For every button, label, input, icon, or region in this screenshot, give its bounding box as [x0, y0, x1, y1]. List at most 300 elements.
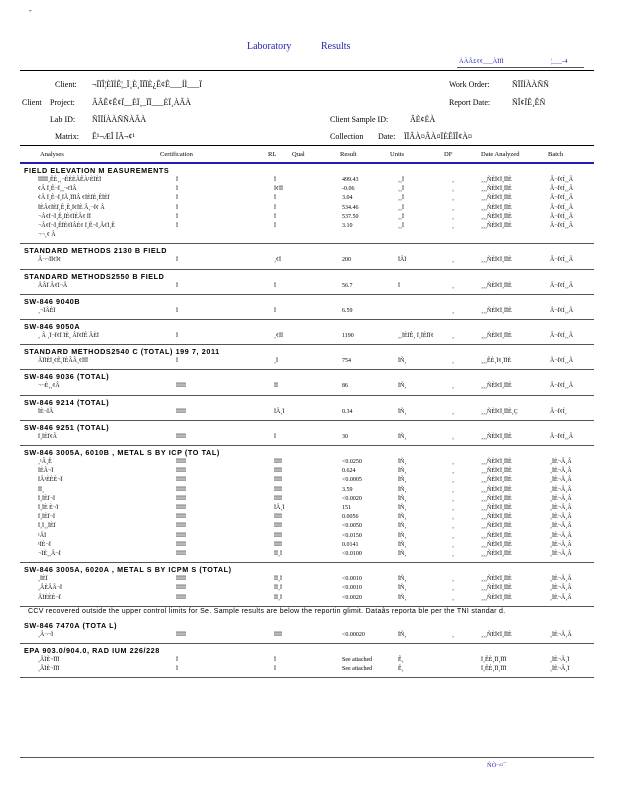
column-header: Analyses [40, 151, 64, 158]
column-header: Units [390, 151, 405, 158]
table-cell-c: Ï [176, 186, 178, 193]
table-cell-d: ¸¸¸ÑÈÏ¢Ï¸ÏÏÈ [481, 468, 512, 475]
table-cell-r: <0.0250 [342, 459, 362, 465]
table-cell-a: ¢Â Ï¸Ê¬Ï¸¸¬¢ÏÂ [38, 186, 77, 193]
table-cell-rl: ÏÏÏÏ [274, 468, 282, 475]
table-cell-u: ¸¸Ï [398, 177, 404, 183]
table-cell-c: Ï [176, 333, 178, 339]
table-cell-u: ¸¸ÏÈÏÊ¸ Ï¸ÏÈÏÏ¢ [398, 333, 434, 339]
table-cell-rl: Ï [274, 204, 276, 211]
section-title: SW-846 9214 (TOTAL) [24, 397, 110, 407]
table-cell-df: ¸ [452, 257, 454, 264]
table-cell-rl: ÏÏ¸Ï [274, 576, 282, 583]
table-cell-b: Â¬Ï¢Í¸ [550, 408, 567, 415]
table-cell-c: ÏÏÏÏÏ [176, 468, 186, 475]
table-cell-rl: ÏÏÏÏ [274, 486, 282, 493]
table-cell-a: ¬ÏÈ¸¸Â¬Ï [38, 551, 61, 557]
table-cell-r: 0.0056 [342, 514, 359, 521]
work-order-label: Work Order: [449, 80, 490, 89]
section-title: SW-846 7470A (TOTA L) [24, 620, 118, 630]
table-cell-b: ¸ÏÈ¬Â¸Â [550, 541, 572, 548]
table-cell-u: ÏÑ¸ [398, 477, 407, 484]
table-cell-d: ¸¸¸ÑÈÏ¢Ï¸ÏÏÈ [481, 514, 512, 521]
table-cell-df: ¸ [452, 459, 454, 465]
table-cell-a: ¸ÏÈÏ [38, 576, 48, 583]
table-cell-u: ÏÑ¸ [398, 551, 407, 557]
table-cell-a: ÏÂ¹ÈÈÈ¬Ï [38, 477, 63, 484]
table-cell-a: ¢Â Ï¸Ê¬Ï¸ÏÂ¸ÏÏÏÂ ¢ÏÈÏÈ¸ÊÏÈÏ [38, 195, 110, 202]
table-cell-r: 537.50 [342, 213, 359, 220]
table-cell-c: ÏÏÏÏÏ [176, 505, 186, 511]
table-cell-c: ÏÏÏÏÏ [176, 551, 186, 557]
table-cell-a: ¸Â¬¬Ï [38, 631, 54, 638]
section-title: FIELD ELEVATION M EASUREMENTS [24, 166, 170, 175]
table-cell-c: Ï [176, 666, 178, 673]
table-cell-rl: ÏÂ¸Ï [274, 408, 285, 415]
table-cell-a: ÂÏÏÈÏ¸¢Ê¸ÏÈÂÂ¸¢ÏÏÏ [38, 358, 88, 365]
table-cell-df: ¸ [452, 594, 454, 601]
column-header: Certification [160, 151, 193, 158]
table-cell-c: ÏÏÏÏÏ [176, 541, 186, 548]
table-cell-r: 3.59 [342, 486, 353, 493]
table-cell-d: ¸¸¸ÑÈÏ¢Ï¸ÏÏÈ [481, 257, 512, 264]
table-cell-r: See attached [342, 666, 373, 673]
table-cell-u: Ï [398, 282, 400, 289]
project-value: ÂÂÊ¢Ê¢Ï__ÈÏ¸_ÏÏ___ÈÏ¸ÀÂÀ [92, 98, 192, 107]
table-cell-d: ¸¸¸ÑÈÏ¢Ï¸ÏÏÈ [481, 585, 512, 592]
column-header: Qual [292, 151, 305, 158]
table-cell-b: ¸ÏÈ¬Â¸Â [550, 576, 572, 583]
table-cell-rl: Ï [274, 195, 276, 202]
table-cell-rl: ÏÏ¸Ï [274, 551, 282, 557]
table-cell-b: ¸ÏÈ¬Â¸Â [550, 585, 572, 592]
section-title: SW-846 3005A, 6010B , METAL S BY ICP (TO TAL) [24, 448, 220, 457]
table-cell-a: ¸ÂÏÈ¬ÏÏÏ [38, 666, 60, 673]
table-cell-u: ÏÑ¸ [398, 486, 407, 493]
table-cell-c: ÏÏÏÏÏ [176, 576, 186, 583]
table-cell-d: ¸¸¸ÑÈÏ¢Ï¸ÏÏÈ [481, 576, 512, 583]
table-cell-df: ¸ [452, 358, 454, 365]
table-cell-b: Â¬Ï¢Í¸¸Â [550, 257, 574, 264]
table-cell-u: ÏÑ¸ [398, 594, 407, 601]
client-sample-label: Client Sample ID: [330, 115, 389, 124]
table-cell-u: ¸¸Ï [398, 223, 404, 229]
table-cell-r: <0.0010 [342, 576, 362, 583]
table-cell-u: ÏÑ¸ [398, 541, 407, 548]
matrix-value: Ê¹¬ÆÎ ÏÃ¬¢¹ [92, 132, 135, 141]
table-cell-b: Â¬Ï¢Í¸¸Â [550, 433, 574, 440]
table-cell-b: Â¬Ï¢Í¸¸Â [550, 307, 574, 314]
report-date-label: Report Date: [449, 98, 491, 107]
table-cell-rl: ÏÏÏÏ [274, 514, 282, 521]
table-cell-d: ¸¸¸ÑÈÏ¢Ï¸ÏÏÈ [481, 433, 512, 440]
table-cell-d: ¸¸¸ÑÈÏ¢Ï¸ÏÏÈ [481, 505, 512, 511]
table-cell-c: ÏÏÏÏÏ [176, 433, 186, 440]
table-cell-a: ÏÈÂ¬Ï [38, 468, 54, 475]
table-cell-b: ¸ÏÈ¬Â¸Â [550, 505, 572, 511]
section-divider [20, 606, 594, 607]
table-cell-df: ¸ [452, 307, 454, 314]
table-cell-a: Ï¸ÏÈÏ¬Ï [38, 495, 56, 502]
table-cell-c: ÏÏÏÏÏ [176, 594, 186, 601]
table-cell-r: <0.0020 [342, 495, 362, 502]
lab-id-label: Lab ID: [50, 115, 76, 124]
table-cell-rl: ÏÏÏÏ [274, 541, 282, 548]
table-cell-b: ¸ÏÈ¬Â¸Â [550, 594, 572, 601]
table-cell-rl: ÏÏÏÏ [274, 532, 282, 539]
table-cell-a: ¬Â¢Ï¬Ï¸ÊÏÈ¢ÏÂÈ¢ Ï¸Ê¬Ï¸Â¢Ï¸Ê [38, 223, 115, 229]
collection-date-label: Date: [378, 132, 396, 141]
table-cell-u: ¸¸Ï [398, 204, 404, 211]
matrix-label: Matrix: [55, 132, 79, 141]
table-cell-u: ÏÑ¸ [398, 468, 407, 475]
table-cell-u: ÏÑ¸ [398, 358, 407, 365]
project-label: Project: [50, 98, 75, 107]
client-label: Client: [55, 80, 77, 89]
report-title-left: Laboratory [247, 41, 292, 52]
table-cell-c: Ï [176, 204, 178, 211]
table-cell-rl: Ï [274, 657, 276, 663]
table-cell-d: ¸¸¸ÑÈÏ¢Ï¸ÏÏÈ [481, 541, 512, 548]
table-cell-rl: ÏÏÏÏ [274, 477, 282, 484]
table-cell-c: Ï [176, 257, 178, 264]
table-cell-c: ÏÏÏÏÏ [176, 486, 186, 493]
table-cell-rl: Ï¢ÏÏ [274, 186, 283, 193]
table-cell-rl: ÏÂ¸Ï [274, 505, 285, 511]
table-cell-b: Â¬Ï¢Í¸¸Â [550, 358, 574, 365]
table-cell-c: Ï [176, 657, 178, 663]
footer-code: ÑÒ¬¤¯ [487, 762, 507, 769]
table-cell-df: ¸ [452, 576, 454, 583]
table-cell-d: ¸¸¸ÑÈÏ¢Ï¸ÏÏÈ [481, 532, 512, 539]
table-cell-c: Ï [176, 282, 178, 289]
table-cell-d: ¸¸¸ÑÈÏ¢Ï¸ÏÏÈ [481, 307, 512, 314]
collection-value: ÏÏÂÀ¤ÂÀ¤ÏÈÊÏÎ¢À¤ [404, 132, 472, 141]
table-cell-df: ¸ [452, 282, 454, 289]
table-cell-r: 86 [342, 383, 348, 390]
column-header: DF [444, 151, 453, 158]
section-title: STANDARD METHODS2550 B FIELD [24, 271, 165, 281]
report-date-value: ÑÎ¢ÏÊ¸ÊÑ [512, 98, 546, 107]
top-right-code: ÀÀÂ£¢¢___ÀÏÏÌ [459, 58, 504, 65]
table-cell-a: ¸¬ÏÂÈÏ [38, 307, 56, 314]
section-title: SW-846 9036 (TOTAL) [24, 372, 110, 382]
table-cell-c: ÏÏÏÏÏ [176, 523, 186, 530]
table-cell-r: <0.0005 [342, 477, 362, 484]
table-cell-c: ÏÏÏÏÏ [176, 495, 186, 502]
table-cell-df: ¸ [452, 523, 454, 530]
table-cell-rl: Ï [274, 213, 276, 220]
table-cell-a: ÏÏÏÏÏ¸ÊÈ¸¸¬ÊÈÈÂÊÀ¹ÈÏÈÏ [38, 177, 102, 183]
table-cell-c: ÏÏÏÏÏ [176, 383, 186, 390]
table-cell-df: ¸ [452, 541, 454, 548]
table-cell-rl: ÏÏÏÏ [274, 631, 282, 638]
table-cell-c: ÏÏÏÏÏ [176, 408, 186, 415]
table-cell-d: ¸¸¸ÊÈ¸Ï¢¸ÏÏÈ [481, 358, 511, 365]
table-cell-r: 0.0141 [342, 541, 359, 548]
table-cell-df: ¸ [452, 186, 454, 193]
table-cell-d: ¸¸¸ÑÈÏ¢Ï¸ÏÏÈ [481, 223, 512, 229]
table-cell-r: 56.7 [342, 282, 353, 289]
section-divider [20, 294, 594, 295]
table-cell-r: 200 [342, 257, 351, 264]
table-cell-df: ¸ [452, 532, 454, 539]
section-divider [20, 395, 594, 396]
table-cell-c: ÏÏÏÏÏ [176, 459, 186, 465]
section-divider [20, 445, 594, 446]
table-cell-d: ¸¸¸ÑÈÏ¢Ï¸ÏÏÈ [481, 477, 512, 484]
table-cell-rl: ÏÏÏÏ [274, 523, 282, 530]
section-title: STANDARD METHODS2540 C (TOTAL) 199 7, 2011 [24, 347, 220, 357]
table-cell-r: 3.10 [342, 223, 353, 229]
table-cell-d: ¸¸¸ÑÈÏ¢Ï¸ÏÏÈ [481, 631, 512, 638]
table-cell-b: Â¬Ï¢Í¸¸Â [550, 383, 574, 390]
table-cell-b: Â¬Ï¢Í¸¸Â [550, 282, 574, 289]
table-cell-r: <0.0010 [342, 585, 362, 592]
header-bottom-rule [20, 145, 594, 146]
table-cell-rl: ÏÏ¸Ï [274, 594, 282, 601]
table-cell-a: ÂÏÈÈÈ¬Ï [38, 594, 61, 601]
table-cell-c: Ï [176, 223, 178, 229]
table-cell-u: ÏÑ¸ [398, 585, 407, 592]
work-order-value: ÑÏÏÍÀÀÑÑ [512, 80, 549, 89]
table-cell-b: ¸ÏÈ¬Â¸Â [550, 477, 572, 484]
table-cell-r: See attached [342, 657, 373, 663]
table-cell-d: ¸¸¸ÑÈÏ¢Ï¸ÏÏÈ [481, 195, 512, 202]
table-cell-r: 3.04 [342, 195, 353, 202]
table-cell-b: ¸ÏÈ¬Â¸Â [550, 459, 572, 465]
table-cell-u: ÏÑ¸ [398, 459, 407, 465]
table-cell-u: Ê¸ [398, 657, 404, 663]
client-value: ¬ÏÏÎ¦ÈÏÍÊ¦_Ï¸È¸ÏÏÏÈ¿Ê¢Ê___ÍÌ___Ï [92, 80, 202, 89]
table-cell-u: ¸¸Ï [398, 195, 404, 202]
table-cell-u: ÏÑ¸ [398, 408, 407, 415]
table-cell-a: ¸¹Â¸Ê [38, 459, 52, 465]
table-cell-d: ¸¸¸ÑÈÏ¢Ï¸ÏÏÈ [481, 177, 512, 183]
table-cell-r: <0.00020 [342, 631, 365, 638]
table-cell-u: ÏÑ¸ [398, 383, 407, 390]
table-cell-a: ¸ Â ¸Ï¬Ï¢Ï ÏÈ¸ ÂÏ¢ÏÊ ÂÈÏ [38, 333, 99, 339]
table-cell-b: Â¬Ï¢Í¸¸Â [550, 186, 574, 193]
table-cell-a: Ï¸ÏÈÏ¬Ï [38, 514, 56, 521]
table-cell-b: Â¬Ï¢Í¸¸Â [550, 333, 574, 339]
section-title: STANDARD METHODS 2130 B FIELD [24, 246, 168, 256]
top-right-code-suffix: ¦___-4 [551, 58, 568, 65]
project-client-label: Client [22, 98, 42, 107]
report-title-right: Results [321, 41, 351, 52]
table-cell-u: ÏÂÏ [398, 257, 407, 264]
table-cell-rl: ¸¢ÏÏ [274, 333, 283, 339]
corner-mark: - [29, 6, 32, 15]
table-cell-b: ¸ÏÈ¬Â¸Â [550, 631, 572, 638]
table-cell-rl: Ï [274, 666, 276, 673]
top-right-underline [457, 67, 584, 68]
table-cell-df: ¸ [452, 213, 454, 220]
table-cell-df: ¸ [452, 333, 454, 339]
footer-rule [20, 757, 594, 758]
table-cell-b: Â¬Ï¢Í¸¸Â [550, 213, 574, 220]
section-title: SW-846 9040B [24, 296, 81, 306]
table-cell-a: ÏÈ¬ÏÂ [38, 408, 54, 415]
table-cell-b: ¸ÏÈ¬Â¸Â [550, 551, 572, 557]
section-divider [20, 243, 594, 244]
table-cell-a: Ï¸Ï¸¸ÏÈÏ [38, 523, 56, 530]
table-cell-rl: ¸Ï [274, 358, 278, 365]
table-cell-c: Ï [176, 195, 178, 202]
table-cell-d: ¸¸¸ÑÈÏ¢Ï¸ÏÏÈ [481, 523, 512, 530]
table-cell-df: ¸ [452, 514, 454, 521]
section-divider [20, 643, 594, 644]
table-cell-rl: Ï [274, 307, 276, 314]
table-cell-c: ÏÏÏÏÏ [176, 532, 186, 539]
table-cell-rl: ÏÏÏÏ [274, 495, 282, 502]
table-cell-c: Ï [176, 213, 178, 220]
table-cell-rl: ÏÏÏÏ [274, 459, 282, 465]
table-cell-r: <0.0100 [342, 551, 362, 557]
section-divider [20, 677, 594, 678]
section-divider [20, 420, 594, 421]
table-cell-df: ¸ [452, 177, 454, 183]
table-cell-df: ¸ [452, 477, 454, 484]
table-cell-b: ¸ÏÈ¬Â¸Â [550, 514, 572, 521]
table-cell-u: ÏÑ¸ [398, 523, 407, 530]
table-cell-rl: Ï [274, 223, 276, 229]
table-cell-a: Ï¸ÏÈ È¬Ï [38, 505, 59, 511]
table-cell-df: ¸ [452, 195, 454, 202]
table-cell-u: ÏÑ¸ [398, 576, 407, 583]
table-cell-r: 151 [342, 505, 351, 511]
table-cell-b: ¸ÏÈ¬Â¸Â [550, 486, 572, 493]
table-cell-d: Ï¸ÊÈ¸ÏÏ¸ÏÏÏ [481, 666, 507, 673]
table-cell-d: ¸¸¸ÑÈÏ¢Ï¸ÏÏÈ [481, 204, 512, 211]
section-divider [20, 369, 594, 370]
collection-label: Collection [330, 132, 364, 141]
table-cell-b: ¸ÏÈ¬Â¸Â [550, 468, 572, 475]
header-top-rule [20, 70, 594, 71]
table-cell-r: 30 [342, 433, 348, 440]
table-cell-d: ¸¸¸ÑÈÏ¢Ï¸ÏÏÈ [481, 486, 512, 493]
table-cell-r: -0.06 [342, 186, 355, 193]
table-cell-u: ¸¸Ï [398, 186, 404, 193]
table-cell-d: ¸¸¸ÑÈÏ¢Ï¸ÏÏÈ [481, 495, 512, 502]
table-cell-d: ¸¸¸ÑÈÏ¢Ï¸ÏÏÈ [481, 282, 512, 289]
table-cell-df: ¸ [452, 204, 454, 211]
table-cell-b: Â¬Ï¢Í¸¸Â [550, 204, 574, 211]
table-cell-df: ¸ [452, 631, 454, 638]
section-divider [20, 562, 594, 563]
table-cell-df: ¸ [452, 468, 454, 475]
table-cell-b: ¸ÏÈ¬Â¸Â [550, 495, 572, 502]
table-cell-d: ¸¸¸ÑÈÏ¢Ï¸ÏÏÈ [481, 594, 512, 601]
table-cell-a: ¹ÏÈ¬Ï [38, 541, 51, 548]
table-cell-u: ÏÑ¸ [398, 514, 407, 521]
table-cell-df: ¸ [452, 486, 454, 493]
table-cell-c: Ï [176, 177, 178, 183]
table-cell-rl: Ï [274, 433, 276, 440]
table-cell-a: ¬Â¢Ï¬Ï¸Ê¸ÏÈ¢ÏÈÂ¢ ÏÏ [38, 213, 91, 220]
table-cell-a: ÏÈÂ¢ÏÈÏ¸Ê¸Ê¸Ï¢ÏÈ Â¸¬Ï¢ Â [38, 204, 105, 211]
table-cell-r: <0.0020 [342, 594, 362, 601]
column-header-rule [20, 162, 594, 164]
table-cell-a: Ï¸ÏÈÏ¢Â [38, 433, 57, 440]
table-cell-r: <0.0150 [342, 532, 362, 539]
table-cell-r: 1190 [342, 333, 354, 339]
lab-id-value: ÑÏÏÍÀÀÑÑÀÂÀ [92, 115, 147, 124]
table-cell-r: 0.624 [342, 468, 356, 475]
table-cell-d: ¸¸¸ÑÈÏ¢Ï¸ÏÏÈ [481, 551, 512, 557]
section-divider [20, 344, 594, 345]
table-cell-rl: Ï [274, 177, 276, 183]
column-header: Date Analyzed [481, 151, 520, 158]
table-cell-u: ÏÑ¸ [398, 505, 407, 511]
table-cell-b: ¸ÏÈ¬Â¸Â [550, 523, 572, 530]
table-cell-a: ¹ÂÏ [38, 532, 47, 539]
table-cell-df: ¸ [452, 433, 454, 440]
table-cell-b: ¸ÏÈ¬Â¸Ï [550, 657, 570, 663]
table-cell-d: ¸¸¸ÑÈÏ¢Ï¸ÏÏÈ [481, 333, 512, 339]
table-cell-a: ¸ÂÈÂÂ¬Ï [38, 585, 63, 592]
table-cell-df: ¸ [452, 495, 454, 502]
client-sample-value: ÂÈ¢ÈÀ [410, 115, 436, 124]
table-cell-a: ¸ÂÏÈ¬ÏÏÏ [38, 657, 60, 663]
table-cell-b: Â¬Ï¢Í¸¸Â [550, 223, 574, 229]
column-header: RL [268, 151, 277, 158]
table-cell-r: 6.59 [342, 307, 353, 314]
table-cell-c: Ï [176, 307, 178, 314]
table-cell-r: <0.0050 [342, 523, 362, 530]
table-cell-d: ¸¸¸ÑÈÏ¢Ï¸ÏÏÈ [481, 383, 512, 390]
table-cell-d: ¸¸¸ÑÈÏ¢Ï¸ÏÏÈ [481, 459, 512, 465]
section-title: SW-846 9251 (TOTAL) [24, 422, 110, 432]
table-cell-b: ¸ÏÈ¬Â¸Ï [550, 666, 570, 673]
table-cell-r: 499.43 [342, 177, 359, 183]
table-cell-a: Â¬¬ÏÏ¢Ï¢ [38, 257, 62, 264]
table-cell-rl: Ï [274, 282, 276, 289]
table-cell-u: ¸¸Ï [398, 213, 404, 220]
table-cell-r: 534.46 [342, 204, 359, 211]
table-cell-c: ÏÏÏÏÏ [176, 514, 186, 521]
table-cell-b: ¸ÏÈ¬Â¸Â [550, 532, 572, 539]
section-title: EPA 903.0/904.0, RAD IUM 226/228 [24, 646, 160, 655]
table-cell-d: Ï¸ÊÈ¸ÏÏ¸ÏÏÏ [481, 657, 507, 663]
table-cell-d: ¸¸¸ÑÈÏ¢Ï¸ÏÏÈ¸Ç [481, 408, 518, 415]
table-cell-df: ¸ [452, 505, 454, 511]
section-title: SW-846 3005A, 6020A , METAL S BY ICPM S (TOTAL) [24, 565, 232, 575]
table-cell-u: ÏÑ¸ [398, 631, 407, 638]
table-cell-a: ÂÂÏ Â¢Ï¬Â [38, 282, 68, 289]
table-cell-r: 754 [342, 358, 351, 365]
table-cell-c: ÏÏÏÏÏ [176, 477, 186, 484]
table-cell-u: ÏÑ¸ [398, 495, 407, 502]
table-cell-a: ¬¬È¸¸¢Â [38, 383, 60, 390]
section-divider [20, 319, 594, 320]
section-divider [20, 269, 594, 270]
table-cell-rl: ÏÏ¸Ï [274, 585, 282, 592]
column-header: Batch [548, 151, 564, 158]
table-cell-d: ¸¸¸ÑÈÏ¢Ï¸ÏÏÈ [481, 186, 512, 193]
table-cell-a: ÏÏ¸ [38, 486, 44, 493]
section-title: SW-846 9050A [24, 322, 81, 331]
column-header: Result [340, 151, 357, 158]
table-cell-b: Â¬Ï¢Í¸¸Â [550, 177, 574, 183]
table-cell-a: ¬¬¸¢ Â [38, 232, 56, 239]
qc-note: CCV recovered outside the upper control limits for Se. Sample results are below the reportin glimit. Dataâs reporta ble per the TNI standar d. [28, 607, 506, 615]
table-cell-df: ¸ [452, 585, 454, 592]
table-cell-u: Ê¸ [398, 666, 404, 673]
table-cell-df: ¸ [452, 551, 454, 557]
table-cell-d: ¸¸¸ÑÈÏ¢Ï¸ÏÏÈ [481, 213, 512, 220]
table-cell-df: ¸ [452, 408, 454, 415]
